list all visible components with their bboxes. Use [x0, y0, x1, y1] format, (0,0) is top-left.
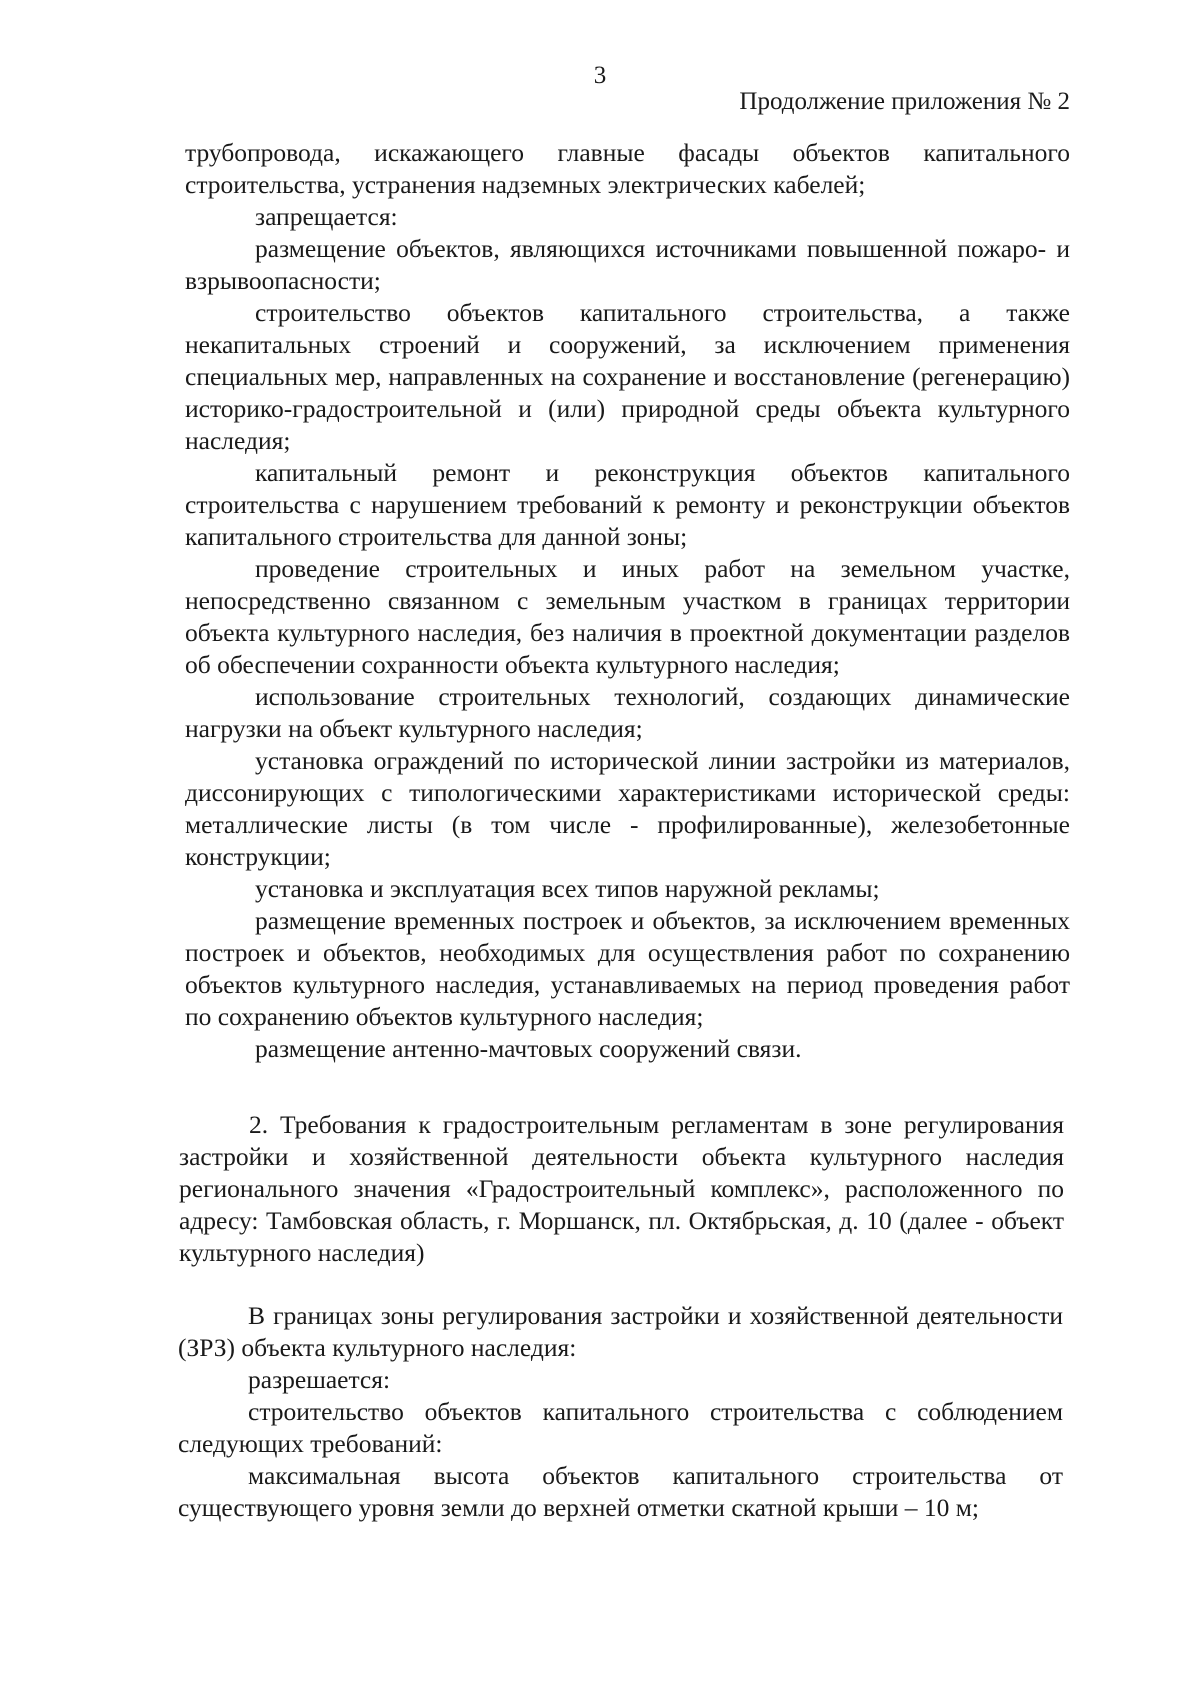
- zrz-requirements: [178, 1300, 1063, 1524]
- paragraph: размещение временных построек и объектов, за исключением временных построек и объектов, необходимых для осуществления работ по сохранению объектов культурного наследия, устанавливаемых на период проведения работ по сохранению объектов культурного наследия;: [185, 906, 1070, 1031]
- section-heading: [179, 1109, 1064, 1269]
- paragraph: установка ограждений по исторической линии застройки из материалов, диссонирующих с типологическими характеристиками исторической среды: металлические листы (в том числе - профилированные), железобетонные конструкции;: [185, 746, 1070, 871]
- paragraph: В границах зоны регулирования застройки и хозяйственной деятельности (ЗРЗ) объекта культурного наследия:: [178, 1301, 1063, 1362]
- paragraph: размещение объектов, являющихся источниками повышенной пожаро- и взрывоопасности;: [185, 234, 1070, 295]
- paragraph: капитальный ремонт и реконструкция объектов капитального строительства с нарушением требований к ремонту и реконструкции объектов капитального строительства для данной зоны;: [185, 458, 1070, 551]
- paragraph: проведение строительных и иных работ на земельном участке, непосредственно связанном с земельным участком в границах территории объекта культурного наследия, без наличия в проектной документации разделов об обеспечении сохранности объекта культурного наследия;: [185, 554, 1070, 679]
- paragraph: установка и эксплуатация всех типов наружной рекламы;: [255, 874, 880, 903]
- paragraph: строительство объектов капитального строительства с соблюдением следующих требований:: [178, 1397, 1063, 1458]
- paragraph: трубопровода, искажающего главные фасады объектов капитального строительства, устранения надземных электрических кабелей;: [185, 138, 1070, 199]
- paragraph: размещение антенно-мачтовых сооружений связи.: [255, 1034, 802, 1063]
- paragraph: строительство объектов капитального строительства, а также некапитальных строений и сооружений, за исключением применения специальных мер, направленных на сохранение и восстановление (регенерацию) историко-градостроительной и (или) природной среды объекта культурного наследия;: [185, 298, 1070, 455]
- paragraph: разрешается:: [248, 1365, 391, 1394]
- restrictions-list: [185, 137, 1070, 1065]
- paragraph: использование строительных технологий, создающих динамические нагрузки на объект культурного наследия;: [185, 682, 1070, 743]
- paragraph: максимальная высота объектов капитального строительства от существующего уровня земли до верхней отметки скатной крыши – 10 м;: [178, 1461, 1063, 1522]
- continuation-label: Продолжение приложения № 2: [739, 88, 1070, 115]
- section-2-heading: 2. Требования к градостроительным регламентам в зоне регулирования застройки и хозяйственной деятельности объекта культурного наследия регионального значения «Градостроительный комплекс», расположенного по адресу: Тамбовская область, г. Моршанск, пл. Октябрьская, д. 10 (далее - объект культурного наследия): [179, 1110, 1064, 1267]
- page-number: 3: [593, 62, 607, 89]
- paragraph: запрещается:: [255, 202, 398, 231]
